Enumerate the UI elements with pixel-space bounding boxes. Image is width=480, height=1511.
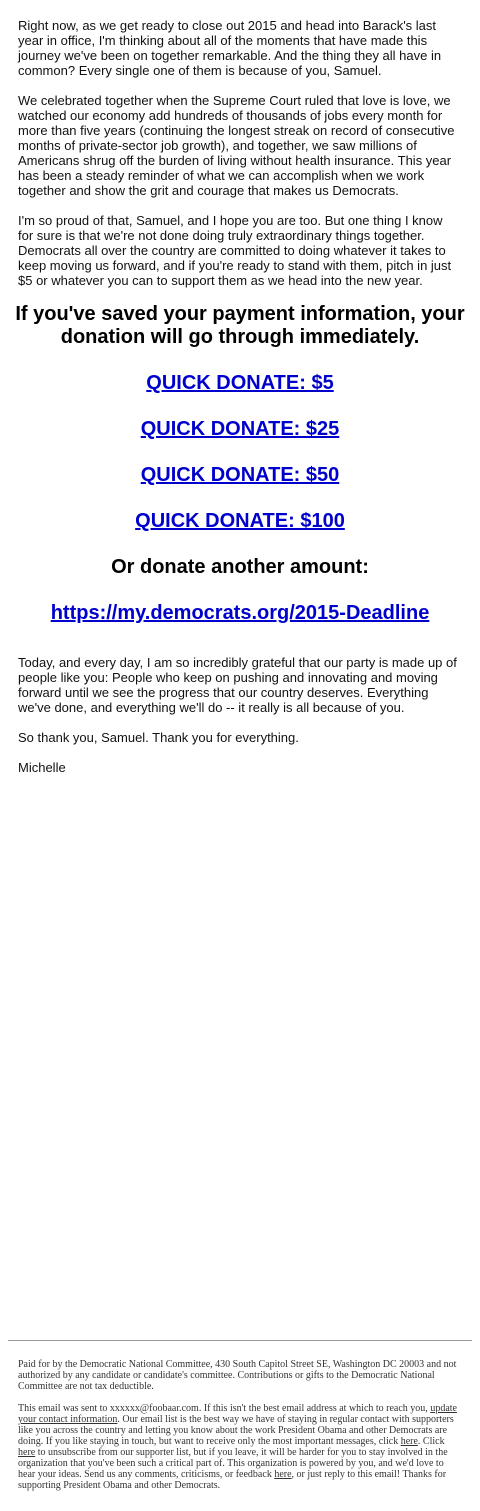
quick-donate-100-link[interactable]: QUICK DONATE: $100	[135, 510, 345, 532]
footer-divider	[8, 1340, 472, 1341]
intro-section	[18, 18, 460, 288]
update-contact-link[interactable]: update your contact information	[18, 1403, 457, 1425]
quick-donate-25	[8, 417, 472, 441]
notice-text-a: This email was sent to xxxxxx@foobaar.com. If this isn't the best email address at which to reach you,	[18, 1403, 431, 1414]
other-amount-link[interactable]: https://my.democrats.org/2015-Deadline	[50, 602, 430, 624]
paid-for-disclaimer: Paid for by the Democratic National Committee, 430 South Capitol Street SE, Washington DC 20003 and not authorized by any candidate or candidate's committee. Contributions or gifts to the Democratic National Committee are not tax deductible.	[18, 1359, 457, 1392]
quick-donate-5-link[interactable]: QUICK DONATE: $5	[146, 372, 334, 394]
notice-text-e: , or just reply to this email! Thanks for supporting President Obama and other Democrats.	[18, 1469, 447, 1491]
important-messages-link[interactable]: here	[400, 1436, 418, 1447]
quick-donate-5	[8, 371, 472, 395]
quick-donate-25-link[interactable]: QUICK DONATE: $25	[140, 418, 340, 440]
intro-paragraph-1: Right now, as we get ready to close out 2015 and head into Barack's last year in office, I'm thinking about all of the moments that have made this journey we've been on together remarkable. And the thing they all have in common? Every single one of them is because of you, Samuel.	[18, 18, 442, 78]
closing-paragraph-2: So thank you, Samuel. Thank you for everything.	[18, 730, 299, 745]
intro-paragraph-3: I'm so proud of that, Samuel, and I hope you are too. But one thing I know for sure is that we're not done doing truly extraordinary things together. Democrats all over the country are committed to doing whatever it takes to keep moving us forward, and if you're ready to stand with them, pitch in just $5 or whatever you can to support them as we head into the new year.	[18, 213, 452, 288]
quick-donate-100	[8, 509, 472, 533]
other-amount-heading: Or donate another amount:	[111, 556, 369, 578]
saved-payment-heading: If you've saved your payment information, your donation will go through immediately.	[15, 303, 465, 348]
closing-paragraph-1: Today, and every day, I am so incredibly grateful that our party is made up of people like you: People who keep on pushing and innovating and moving forward until we see the progress that our country deserves. Everything we've done, and everything we'll do -- it really is all because of you.	[18, 655, 457, 715]
notice-text-d: to unsubscribe from our supporter list, but if you leave, it will be harder for you to stay involved in the organization that you've been such a critical part of. This organization is powered by you, and we'd love to hear your ideas. Send us any comments, criticisms, or feedback	[18, 1447, 448, 1480]
intro-paragraph-2: We celebrated together when the Supreme Court ruled that love is love, we watched our economy add hundreds of thousands of jobs every month for more than five years (continuing the longest streak on record of consecutive months of private-sector job growth), and together, we saw millions of Americans shrug off the burden of living without health insurance. This year has been a steady reminder of what we can accomplish when we work together and show the grit and courage that makes us Democrats.	[18, 93, 455, 198]
other-amount-row	[8, 601, 472, 625]
feedback-link[interactable]: here	[274, 1469, 292, 1480]
quick-donate-50-link[interactable]: QUICK DONATE: $50	[140, 464, 340, 486]
signature: Michelle	[18, 760, 66, 775]
closing-section	[18, 655, 460, 775]
unsubscribe-link[interactable]: here	[18, 1447, 36, 1458]
quick-donate-50	[8, 463, 472, 487]
notice-text-b: . Our email list is the best way we have of staying in regular contact with supporters like you across the country and letting you know about the work President Obama and other Democrats are doing. If you like staying in touch, but want to receive only the most important messages, click	[18, 1414, 454, 1447]
subscription-notice	[18, 1403, 460, 1491]
notice-text-c: . Click	[417, 1436, 445, 1447]
